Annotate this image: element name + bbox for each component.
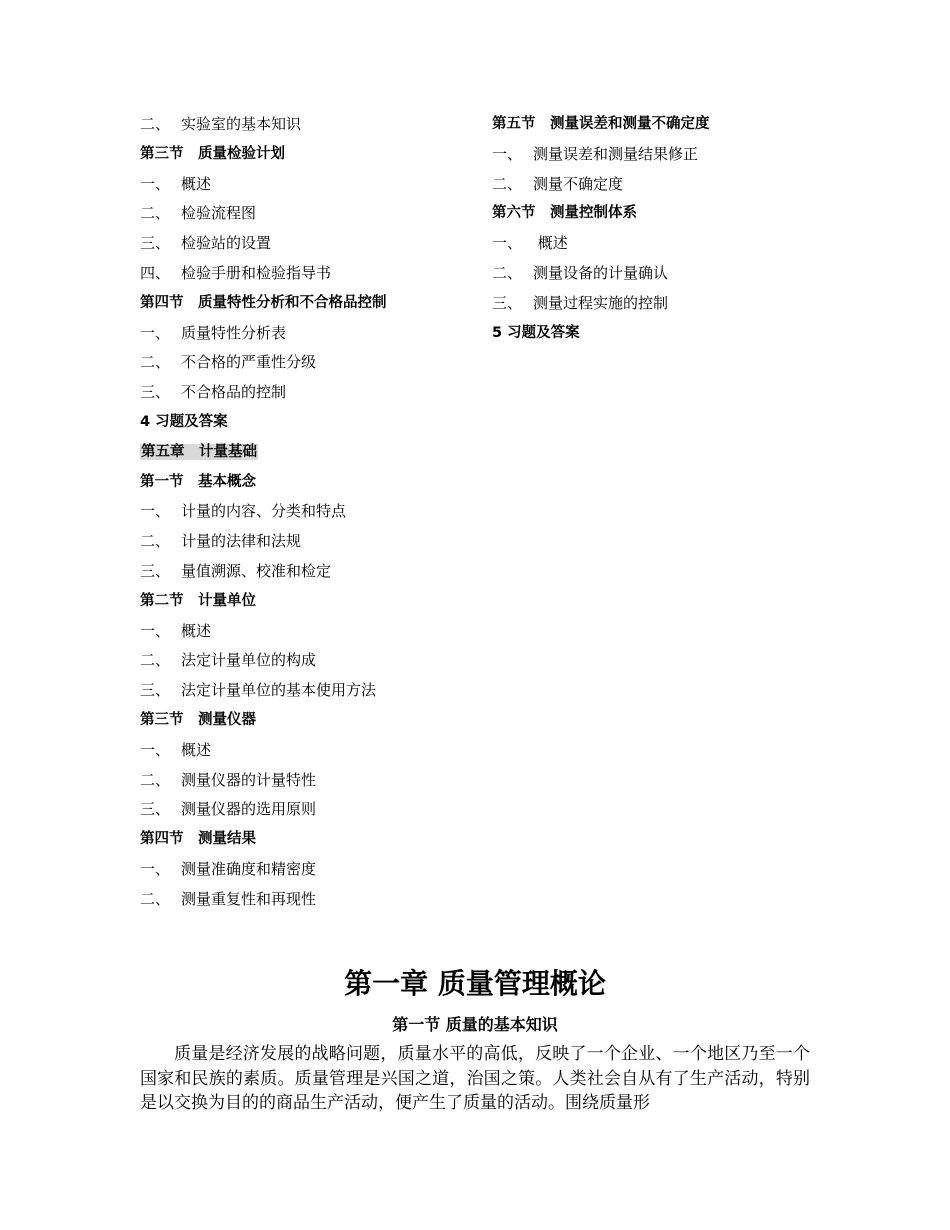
toc-item-text: 概述	[181, 740, 212, 759]
toc-section-heading	[140, 825, 480, 855]
toc-item-text: 计量的法律和法规	[181, 532, 302, 551]
toc-item-text: 量值溯源、校准和检定	[181, 561, 332, 580]
toc-item-number: 一、	[140, 174, 171, 193]
toc-item-number: 二、	[140, 353, 171, 372]
toc-section-heading	[140, 706, 480, 736]
toc-item-text: 检验手册和检验指导书	[181, 263, 332, 282]
toc-item-text: 检验流程图	[181, 204, 257, 223]
toc-item-text: 测量仪器的选用原则	[181, 800, 317, 819]
toc-item-number: 一、	[140, 740, 171, 759]
toc-item	[492, 259, 822, 289]
chapter-title: 第一章 质量管理概论	[344, 967, 606, 1000]
toc-item	[140, 736, 480, 766]
toc-left-column	[140, 110, 480, 915]
toc-item-text: 测量设备的计量确认	[533, 263, 669, 282]
toc-item	[140, 497, 480, 527]
toc-item	[492, 170, 822, 200]
toc-heading-text: 第二节 计量单位	[140, 592, 256, 609]
toc-item	[140, 378, 480, 408]
toc-item-text: 法定计量单位的基本使用方法	[181, 681, 377, 700]
toc-item-text: 测量误差和测量结果修正	[533, 144, 699, 163]
toc-heading-text: 第四节 测量结果	[140, 831, 256, 848]
toc-item-number: 一、	[140, 323, 171, 342]
toc-item-number: 二、	[140, 889, 171, 908]
toc-item-number: 三、	[140, 383, 171, 402]
toc-item-text: 概述	[181, 174, 212, 193]
toc-heading-text: 5 习题及答案	[492, 324, 580, 341]
toc-section-heading	[140, 587, 480, 617]
toc-item	[492, 229, 822, 259]
toc-item-text: 质量特性分析表	[181, 323, 287, 342]
section-title: 第一节 质量的基本知识	[392, 1015, 558, 1034]
toc-item	[492, 289, 822, 319]
toc-item	[140, 199, 480, 229]
toc-item-text: 测量过程实施的控制	[533, 293, 669, 312]
toc-item-number: 二、	[140, 532, 171, 551]
toc-item	[140, 110, 480, 140]
toc-item-number: 二、	[492, 174, 523, 193]
toc-item-text: 计量的内容、分类和特点	[181, 502, 347, 521]
toc-item	[140, 229, 480, 259]
toc-item	[140, 855, 480, 885]
toc-section-heading	[140, 468, 480, 498]
toc-item-number: 一、	[140, 859, 171, 878]
toc-item-text: 测量不确定度	[533, 174, 624, 193]
toc-item-text: 测量重复性和再现性	[181, 889, 317, 908]
toc-item-number: 二、	[492, 263, 523, 282]
toc-item-text: 法定计量单位的构成	[181, 651, 317, 670]
toc-item-text: 实验室的基本知识	[181, 115, 302, 133]
toc-heading-text: 第一节 基本概念	[140, 473, 256, 490]
toc-item-number: 二、	[140, 115, 171, 133]
toc-item	[140, 617, 480, 647]
toc-item	[140, 676, 480, 706]
toc-item	[140, 259, 480, 289]
toc-section-heading	[492, 199, 822, 229]
toc-item	[140, 646, 480, 676]
toc-heading-text: 第三节 测量仪器	[140, 711, 256, 728]
toc-item	[140, 348, 480, 378]
toc-item-number: 一、	[140, 621, 171, 640]
toc-item-number: 一、	[140, 502, 171, 521]
toc-heading-text: 第五章 计量基础	[141, 443, 257, 460]
toc-item	[140, 319, 480, 349]
toc-heading-text: 第四节 质量特性分析和不合格品控制	[140, 294, 387, 311]
toc-item-number: 一、	[492, 234, 523, 253]
toc-item-text: 检验站的设置	[181, 234, 272, 253]
toc-item-number: 三、	[140, 561, 171, 580]
toc-heading-text: 第六节 测量控制体系	[492, 205, 637, 222]
toc-item-text: 不合格的严重性分级	[181, 353, 317, 372]
toc-right-column	[492, 110, 822, 348]
toc-item	[140, 170, 480, 200]
toc-item-number: 一、	[492, 144, 523, 163]
toc-item	[140, 557, 480, 587]
toc-item-text: 概述	[181, 621, 212, 640]
toc-heading-text: 第三节 质量检验计划	[140, 145, 285, 162]
toc-item-number: 四、	[140, 263, 171, 282]
toc-item-number: 三、	[492, 293, 523, 312]
toc-item-number: 三、	[140, 800, 171, 819]
toc-item-text: 测量准确度和精密度	[181, 859, 317, 878]
toc-item	[492, 140, 822, 170]
toc-chapter-heading	[140, 438, 480, 468]
toc-section-heading	[140, 140, 480, 170]
toc-item-number: 二、	[140, 204, 171, 223]
toc-heading-text: 4 习题及答案	[140, 413, 228, 430]
toc-item	[140, 766, 480, 796]
toc-section-heading	[492, 110, 822, 140]
toc-section-heading	[140, 408, 480, 438]
toc-item-text: 测量仪器的计量特性	[181, 770, 317, 789]
toc-item-number: 二、	[140, 651, 171, 670]
toc-heading-text: 第五节 测量误差和测量不确定度	[492, 116, 710, 132]
toc-section-heading	[140, 289, 480, 319]
body-paragraph: 质量是经济发展的战略问题，质量水平的高低，反映了一个企业、一个地区乃至一个国家和民族的素质。质量管理是兴国之道，治国之策。人类社会自从有了生产活动，特别是以交换为目的的商品生产活动，便产生了质量的活动。围绕质量形	[140, 1044, 810, 1113]
toc-item	[140, 527, 480, 557]
toc-section-heading	[492, 319, 822, 349]
toc-item-text: 概述	[533, 234, 568, 253]
toc-item-number: 三、	[140, 681, 171, 700]
toc-item	[140, 795, 480, 825]
toc-item-number: 三、	[140, 234, 171, 253]
toc-item-text: 不合格品的控制	[181, 383, 287, 402]
toc-item-number: 二、	[140, 770, 171, 789]
toc-item	[140, 885, 480, 915]
